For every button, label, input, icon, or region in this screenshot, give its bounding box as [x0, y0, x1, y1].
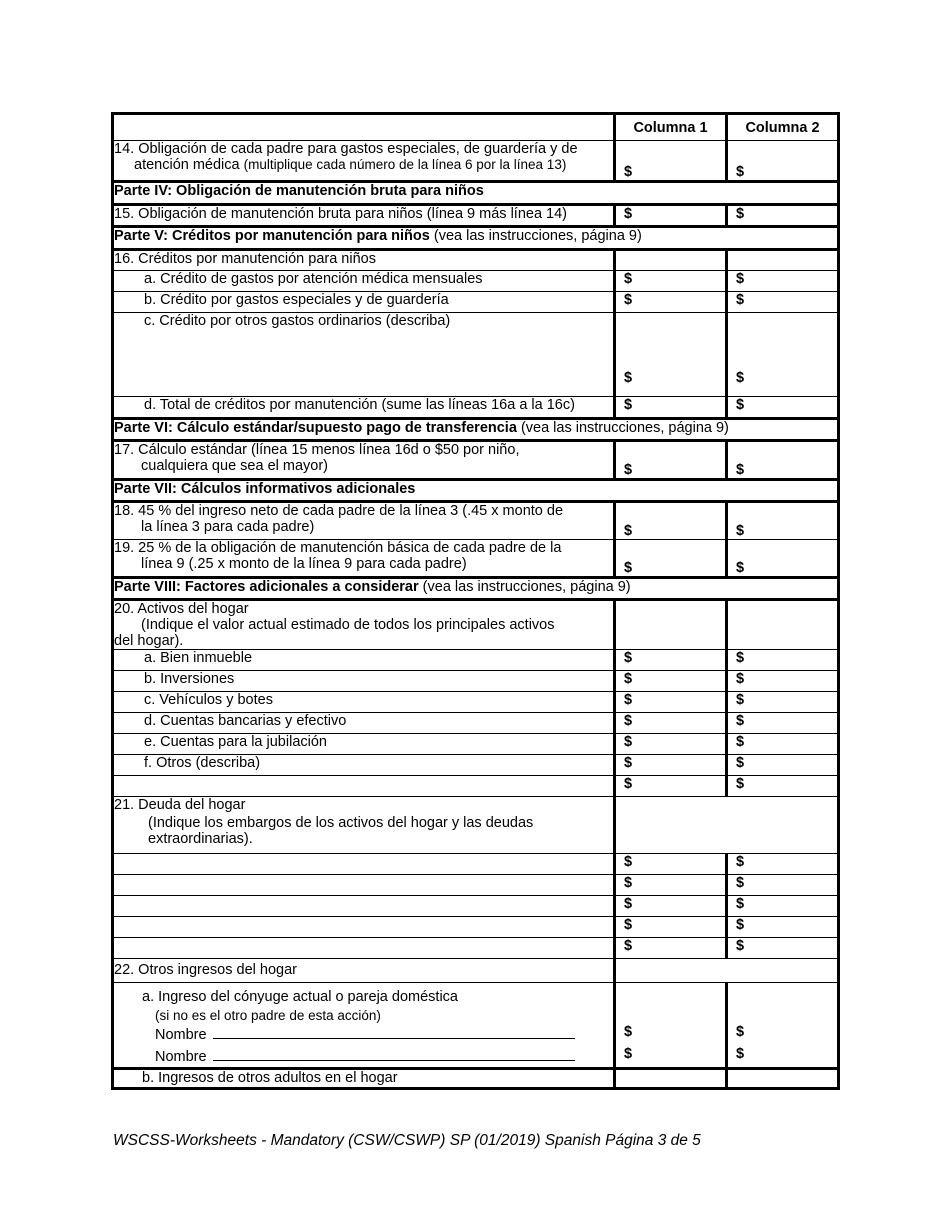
line-20b-row [113, 671, 839, 692]
line-20c-col1[interactable]: $ [615, 692, 727, 713]
header-blank [113, 114, 615, 141]
line-20d-label: d. Cuentas bancarias y efectivo [113, 713, 615, 734]
name-field-1[interactable]: Nombre [142, 1025, 613, 1045]
line-16c-row [113, 313, 839, 397]
line-16a-row [113, 271, 839, 292]
line-14-row [113, 141, 839, 182]
line-17-label: 17. Cálculo estándar (línea 15 menos línea 16d o $50 por niño, cualquiera que sea el mayor) [113, 441, 615, 480]
part-5-title: Parte V: Créditos por manutención para niños (vea las instrucciones, página 9) [113, 227, 839, 250]
line-16b-row [113, 292, 839, 313]
line-20-row [113, 600, 839, 650]
part-4-title: Parte IV: Obligación de manutención bruta para niños [113, 182, 839, 205]
line-22a-col2[interactable]: $ $ [727, 983, 839, 1069]
part-4-row [113, 182, 839, 205]
line-18-label: 18. 45 % del ingreso neto de cada padre de la línea 3 (.45 x monto de la línea 3 para cada padre) [113, 502, 615, 540]
line-21-values [615, 797, 839, 854]
line-16-row [113, 250, 839, 271]
line-16c-col2[interactable]: $ [727, 313, 839, 397]
header-row [113, 114, 839, 141]
line-20c-label: c. Vehículos y botes [113, 692, 615, 713]
line-20-other-col1[interactable]: $ [615, 776, 727, 797]
line-14-col2[interactable]: $ [727, 141, 839, 182]
line-21-entry-4-col1[interactable]: $ [615, 917, 727, 938]
line-22a-row [113, 983, 839, 1069]
line-17-col2[interactable]: $ [727, 441, 839, 480]
line-20-other-row [113, 776, 839, 797]
name-field-2[interactable]: Nombre [142, 1045, 613, 1067]
line-21-entry-5-col2[interactable]: $ [727, 938, 839, 959]
line-20-label: 20. Activos del hogar (Indique el valor actual estimado de todos los principales activos del hogar). [113, 600, 615, 650]
line-22-label: 22. Otros ingresos del hogar [113, 959, 615, 983]
line-22b-col2[interactable] [727, 1069, 839, 1089]
line-21-entry-4-description[interactable] [113, 917, 615, 938]
column-2-header: Columna 2 [727, 114, 839, 141]
line-19-col1[interactable]: $ [615, 540, 727, 578]
line-21-entry-2-description[interactable] [113, 875, 615, 896]
line-15-label: 15. Obligación de manutención bruta para niños (línea 9 más línea 14) [113, 205, 615, 227]
part-6-row [113, 419, 839, 441]
line-20f-col1[interactable]: $ [615, 755, 727, 776]
line-20f-col2[interactable]: $ [727, 755, 839, 776]
line-21-entry-2-col2[interactable]: $ [727, 875, 839, 896]
line-21-label: 21. Deuda del hogar (Indique los embargos de los activos del hogar y las deudas extraordinarias). [113, 797, 615, 854]
line-15-col1[interactable]: $ [615, 205, 727, 227]
line-21-entry-1 [113, 854, 839, 875]
line-20-other-col2[interactable]: $ [727, 776, 839, 797]
line-22b-label: b. Ingresos de otros adultos en el hogar [113, 1069, 615, 1089]
line-21-entry-3 [113, 896, 839, 917]
line-16-label: 16. Créditos por manutención para niños [113, 250, 615, 271]
line-21-entry-4-col2[interactable]: $ [727, 917, 839, 938]
line-21-entry-1-col1[interactable]: $ [615, 854, 727, 875]
line-20d-col1[interactable]: $ [615, 713, 727, 734]
line-22a-col1[interactable]: $ $ [615, 983, 727, 1069]
line-20d-col2[interactable]: $ [727, 713, 839, 734]
line-20-col1 [615, 600, 727, 650]
line-20a-label: a. Bien inmueble [113, 650, 615, 671]
line-20c-col2[interactable]: $ [727, 692, 839, 713]
line-22b-col1[interactable] [615, 1069, 727, 1089]
line-19-col2[interactable]: $ [727, 540, 839, 578]
line-20b-label: b. Inversiones [113, 671, 615, 692]
line-21-entry-5-col1[interactable]: $ [615, 938, 727, 959]
line-21-row [113, 797, 839, 854]
part-7-title: Parte VII: Cálculos informativos adicionales [113, 480, 839, 502]
line-18-col1[interactable]: $ [615, 502, 727, 540]
line-16c-label: c. Crédito por otros gastos ordinarios (describa) [113, 313, 615, 397]
line-21-entry-3-col1[interactable]: $ [615, 896, 727, 917]
line-20f-row [113, 755, 839, 776]
line-16a-col2[interactable]: $ [727, 271, 839, 292]
line-20a-row [113, 650, 839, 671]
line-22b-row [113, 1069, 839, 1089]
line-21-entry-4 [113, 917, 839, 938]
line-16b-col1[interactable]: $ [615, 292, 727, 313]
line-21-entry-5-description[interactable] [113, 938, 615, 959]
line-14-col1[interactable]: $ [615, 141, 727, 182]
line-21-entry-3-description[interactable] [113, 896, 615, 917]
part-8-title: Parte VIII: Factores adicionales a considerar (vea las instrucciones, página 9) [113, 578, 839, 600]
line-19-label: 19. 25 % de la obligación de manutención básica de cada padre de la línea 9 (.25 x monto de la línea 9 para cada padre) [113, 540, 615, 578]
line-21-entry-5 [113, 938, 839, 959]
line-16b-label: b. Crédito por gastos especiales y de guardería [113, 292, 615, 313]
line-20e-row [113, 734, 839, 755]
line-16-col2 [727, 250, 839, 271]
part-8-row [113, 578, 839, 600]
line-20e-label: e. Cuentas para la jubilación [113, 734, 615, 755]
line-20-other-description[interactable] [113, 776, 615, 797]
line-21-entry-1-description[interactable] [113, 854, 615, 875]
line-18-row [113, 502, 839, 540]
line-20c-row [113, 692, 839, 713]
line-16d-col1[interactable]: $ [615, 397, 727, 419]
line-21-entry-3-col2[interactable]: $ [727, 896, 839, 917]
line-14-label: 14. Obligación de cada padre para gastos especiales, de guardería y de atención médica (multiplique cada número de la línea 6 por la línea 13) [113, 141, 615, 182]
line-20e-col2[interactable]: $ [727, 734, 839, 755]
part-6-title: Parte VI: Cálculo estándar/supuesto pago de transferencia (vea las instrucciones, página 9) [113, 419, 839, 441]
line-20a-col1[interactable]: $ [615, 650, 727, 671]
line-20b-col2[interactable]: $ [727, 671, 839, 692]
line-16c-col1[interactable]: $ [615, 313, 727, 397]
line-16b-col2[interactable]: $ [727, 292, 839, 313]
line-17-col1[interactable]: $ [615, 441, 727, 480]
line-16a-label: a. Crédito de gastos por atención médica mensuales [113, 271, 615, 292]
line-22-row [113, 959, 839, 983]
line-19-row [113, 540, 839, 578]
column-1-header: Columna 1 [615, 114, 727, 141]
line-21-entry-2 [113, 875, 839, 896]
line-20b-col1[interactable]: $ [615, 671, 727, 692]
line-21-entry-1-col2[interactable]: $ [727, 854, 839, 875]
line-20-col2 [727, 600, 839, 650]
line-21-entry-2-col1[interactable]: $ [615, 875, 727, 896]
line-16d-col2[interactable]: $ [727, 397, 839, 419]
line-16d-row [113, 397, 839, 419]
page-footer: WSCSS-Worksheets - Mandatory (CSW/CSWP) SP (01/2019) Spanish Página 3 de 5 [113, 1132, 701, 1149]
line-20e-col1[interactable]: $ [615, 734, 727, 755]
line-17-row [113, 441, 839, 480]
line-22a-label: a. Ingreso del cónyuge actual o pareja doméstica (si no es el otro padre de esta acción) Nombre Nombre [113, 983, 615, 1069]
line-15-row [113, 205, 839, 227]
line-20d-row [113, 713, 839, 734]
part-7-row [113, 480, 839, 502]
line-20f-label: f. Otros (describa) [113, 755, 615, 776]
line-16d-label: d. Total de créditos por manutención (sume las líneas 16a a la 16c) [113, 397, 615, 419]
line-16a-col1[interactable]: $ [615, 271, 727, 292]
line-15-col2[interactable]: $ [727, 205, 839, 227]
worksheet-table [111, 112, 840, 1090]
line-18-col2[interactable]: $ [727, 502, 839, 540]
line-16-col1 [615, 250, 727, 271]
part-5-row [113, 227, 839, 250]
line-20a-col2[interactable]: $ [727, 650, 839, 671]
line-22-values [615, 959, 839, 983]
